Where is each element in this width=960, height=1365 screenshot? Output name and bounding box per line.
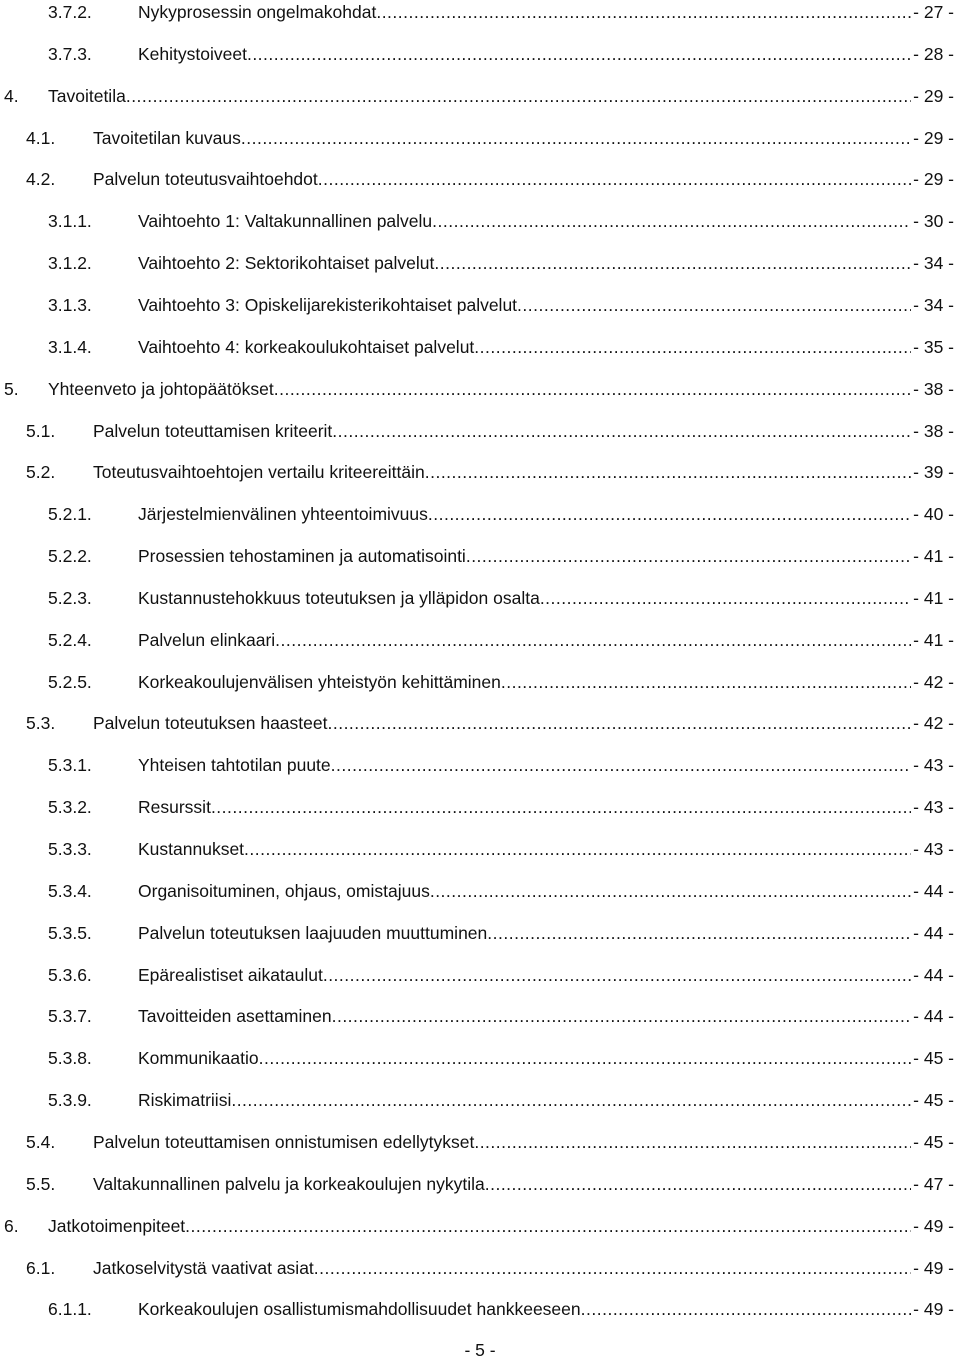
toc-entry-number: 4. [4,85,19,106]
toc-entry-number: 5.3.1. [48,755,92,776]
toc-entry[interactable] [0,1211,960,1241]
toc-entry-page: - 45 - [913,1131,954,1152]
toc-entry-page: - 44 - [913,922,954,943]
toc-entry[interactable] [0,876,960,906]
toc-entry-title: Kustannustehokkuus toteutuksen ja ylläpidon osalta [138,587,540,608]
toc-entry-page: - 43 - [913,839,954,859]
toc-entry-number: 3.7.3. [48,43,92,64]
dot-leader [231,1085,911,1115]
toc-entry[interactable] [0,960,960,990]
toc-entry[interactable] [0,81,960,111]
toc-entry-number: 5.5. [26,1173,56,1194]
toc-entry-page: - 40 - [913,504,954,525]
toc-entry[interactable] [0,164,960,194]
dot-leader [274,374,911,404]
dot-leader [185,1211,911,1241]
toc-entry-number: 5.3.3. [48,839,92,859]
dot-leader [581,1294,912,1324]
toc-entry[interactable] [0,248,960,278]
toc-entry-number: 5.2.5. [48,671,92,692]
toc-entry-number: 3.1.1. [48,211,92,232]
dot-leader [485,1169,911,1199]
toc-entry-title: Tavoitetilan kuvaus [93,127,241,148]
toc-entry[interactable] [0,290,960,320]
toc-entry-number: 6.1.1. [48,1299,92,1320]
toc-entry[interactable] [0,1085,960,1115]
toc-entry-page: - 41 - [913,629,954,650]
toc-entry-page: - 28 - [913,43,954,64]
dot-leader [259,1043,912,1073]
toc-entry[interactable] [0,1294,960,1324]
toc-entry-page: - 47 - [913,1173,954,1194]
toc-entry-title: Kustannukset [138,839,245,859]
toc-entry-number: 3.7.2. [48,2,92,22]
toc-entry-number: 4.1. [26,127,56,148]
toc-entry-number: 5.3.2. [48,797,92,818]
dot-leader [434,248,911,278]
toc-entry-page: - 49 - [913,1215,954,1236]
toc-entry-page: - 39 - [913,462,954,483]
toc-entry-title: Yhteenveto ja johtopäätökset [48,378,274,399]
toc-entry-title: Tavoitteiden asettaminen [138,1006,332,1027]
toc-entry-title: Resurssit [138,797,211,818]
toc-entry[interactable] [0,1127,960,1157]
toc-entry-page: - 49 - [913,1257,954,1278]
dot-leader [430,876,911,906]
toc-entry-title: Palvelun toteuttamisen kriteerit [93,420,333,441]
toc-entry-number: 5.3.8. [48,1048,92,1069]
toc-entry-number: 5. [4,378,19,399]
toc-entry-page: - 34 - [913,294,954,315]
toc-entry-page: - 44 - [913,964,954,985]
toc-entry-number: 5.1. [26,420,56,441]
toc-entry-number: 5.2.1. [48,504,92,525]
toc-entry-number: 5.3.5. [48,922,92,943]
toc-entry[interactable] [0,1001,960,1031]
toc-entry[interactable] [0,332,960,362]
toc-entry-title: Riskimatriisi [138,1090,232,1111]
toc-entry[interactable] [0,1169,960,1199]
toc-entry[interactable] [0,374,960,404]
dot-leader [474,332,911,362]
toc-entry-page: - 45 - [913,1090,954,1111]
toc-entry-number: 3.1.2. [48,253,92,274]
toc-entry-number: 5.2.2. [48,546,92,567]
toc-entry-page: - 29 - [913,85,954,106]
dot-leader [247,39,911,69]
dot-leader [517,290,911,320]
toc-entry-page: - 35 - [913,336,954,357]
toc-entry[interactable] [0,123,960,153]
toc-entry-title: Vaihtoehto 3: Opiskelijarekisterikohtaiset palvelut [138,294,518,315]
toc-entry[interactable] [0,416,960,446]
toc-entry-page: - 42 - [913,713,954,734]
toc-entry[interactable] [0,39,960,69]
toc-entry-title: Jatkoselvitystä vaativat asiat [93,1257,314,1278]
dot-leader [466,541,911,571]
toc-entry[interactable] [0,206,960,236]
toc-entry-title: Palvelun toteutuksen laajuuden muuttuminen [138,922,488,943]
toc-entry-title: Epärealistiset aikataulut [138,964,323,985]
toc-entry-number: 5.3.7. [48,1006,92,1027]
dot-leader [211,792,911,822]
dot-leader [501,667,911,697]
toc-entry-number: 3.1.4. [48,336,92,357]
toc-entry-page: - 42 - [913,671,954,692]
dot-leader [318,164,911,194]
dot-leader [428,499,911,529]
dot-leader [331,750,911,780]
dot-leader [327,708,911,738]
toc-entry-page: - 43 - [913,797,954,818]
toc-entry-page: - 29 - [913,169,954,190]
toc-entry-title: Yhteisen tahtotilan puute [138,755,331,776]
toc-entry-title: Valtakunnallinen palvelu ja korkeakoulujen nykytila [93,1173,485,1194]
toc-entry-number: 5.4. [26,1131,56,1152]
dot-leader [126,81,911,111]
dot-leader [376,0,911,27]
dot-leader [487,918,911,948]
toc-entry-number: 5.2.3. [48,587,92,608]
toc-entry[interactable] [0,667,960,697]
dot-leader [540,583,911,613]
toc-entry-number: 5.2. [26,462,56,483]
dot-leader [425,457,911,487]
page-number-footer: - 5 - [464,1340,496,1360]
toc-entry-page: - 30 - [913,211,954,232]
toc-entry-title: Palvelun elinkaari [138,629,276,650]
toc-entry-title: Palvelun toteutusvaihtoehdot [93,169,318,190]
toc-entry-title: Vaihtoehto 4: korkeakoulukohtaiset palvelut [138,336,475,357]
dot-leader [244,834,911,864]
toc-entry-page: - 41 - [913,546,954,567]
toc-entry-title: Tavoitetila [48,85,126,106]
toc-entry-page: - 38 - [913,420,954,441]
toc-entry-page: - 43 - [913,755,954,776]
toc-entry[interactable] [0,792,960,822]
toc-entry[interactable] [0,0,960,27]
toc-entry-page: - 45 - [913,1048,954,1069]
toc-entry-title: Kehitystoiveet [138,43,247,64]
toc-entry-title: Palvelun toteuttamisen onnistumisen edellytykset [93,1131,475,1152]
toc-entry[interactable] [0,750,960,780]
toc-entry[interactable] [0,625,960,655]
toc-entry-number: 6.1. [26,1257,56,1278]
toc-entry[interactable] [0,457,960,487]
dot-leader [323,960,911,990]
toc-entry-title: Prosessien tehostaminen ja automatisointi [138,546,466,567]
toc-entry[interactable] [0,1043,960,1073]
toc-entry-page: - 27 - [913,2,954,22]
toc-entry-title: Kommunikaatio [138,1048,259,1069]
toc-entry-number: 5.3.9. [48,1090,92,1111]
toc-entry-number: 5.3. [26,713,56,734]
dot-leader [432,206,911,236]
toc-entry-page: - 34 - [913,253,954,274]
toc-entry-title: Jatkotoimenpiteet [48,1215,186,1236]
toc-entry-title: Vaihtoehto 1: Valtakunnallinen palvelu [138,211,433,232]
toc-entry-number: 5.3.4. [48,880,92,901]
toc-entry-title: Korkeakoulujen osallistumismahdollisuudet hankkeeseen [138,1299,581,1320]
dot-leader [474,1127,911,1157]
dot-leader [332,416,911,446]
toc-entry[interactable] [0,583,960,613]
toc-entry[interactable] [0,834,960,864]
toc-entry-page: - 41 - [913,587,954,608]
toc-entry-number: 6. [4,1215,19,1236]
toc-entry-title: Järjestelmienvälinen yhteentoimivuus [138,504,428,525]
toc-entry-number: 4.2. [26,169,56,190]
toc-entry-number: 5.3.6. [48,964,92,985]
toc-entry-title: Korkeakoulujenvälisen yhteistyön kehittäminen [138,671,501,692]
toc-entry-title: Vaihtoehto 2: Sektorikohtaiset palvelut [138,253,435,274]
toc-entry-page: - 38 - [913,378,954,399]
dot-leader [241,123,911,153]
toc-entry[interactable] [0,918,960,948]
toc-entry-page: - 49 - [913,1299,954,1320]
toc-entry[interactable] [0,708,960,738]
toc-entry-number: 5.2.4. [48,629,92,650]
dot-leader [332,1001,912,1031]
toc-entry[interactable] [0,499,960,529]
toc-entry-page: - 29 - [913,127,954,148]
toc-entry-page: - 44 - [913,1006,954,1027]
toc-entry-page: - 44 - [913,880,954,901]
toc-entry[interactable] [0,1253,960,1283]
toc-entry-title: Nykyprosessin ongelmakohdat [138,2,377,22]
toc-entry[interactable] [0,541,960,571]
toc-entry-title: Organisoituminen, ohjaus, omistajuus [138,880,430,901]
toc-entry-number: 3.1.3. [48,294,92,315]
dot-leader [275,625,911,655]
toc-entry-title: Toteutusvaihtoehtojen vertailu kriteereittäin [93,462,425,483]
dot-leader [314,1253,911,1283]
toc-entry-title: Palvelun toteutuksen haasteet [93,713,328,734]
